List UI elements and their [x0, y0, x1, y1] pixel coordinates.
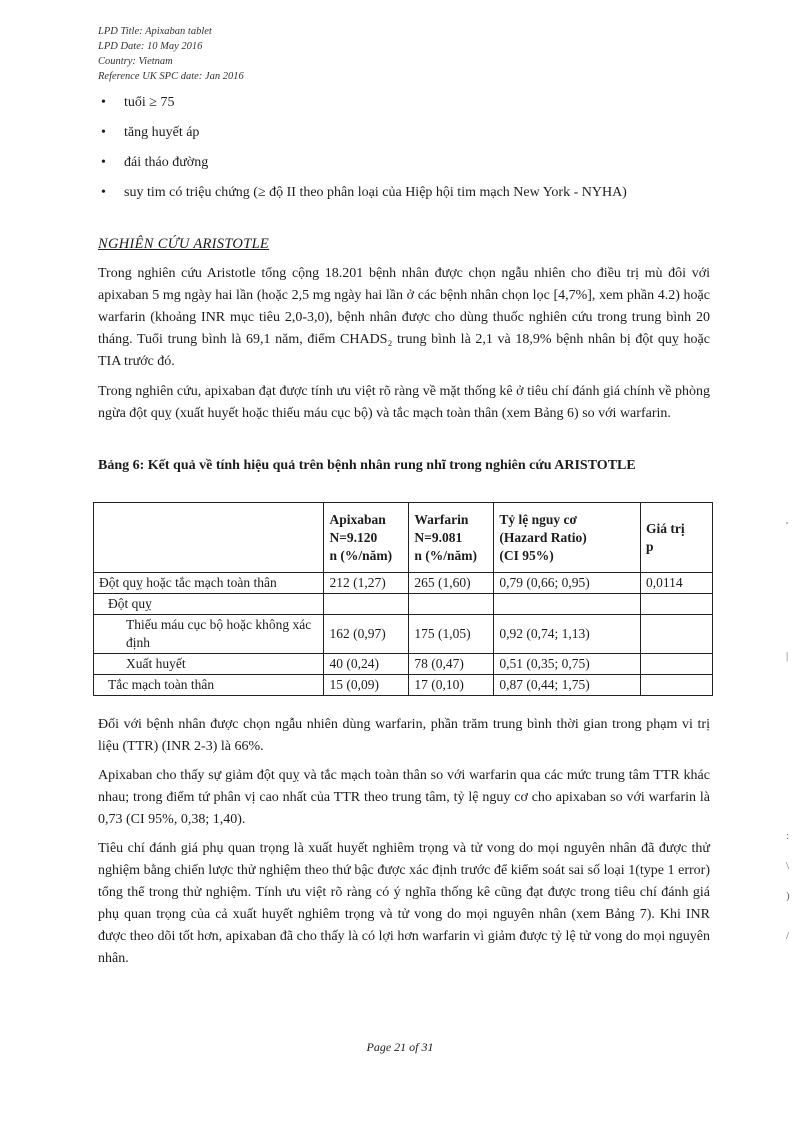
paragraph-primary-endpoint: Trong nghiên cứu, apixaban đạt được tính ưu việt rõ ràng về mặt thống kê ở tiêu chí đánh giá chính về phòng ngừa đột quỵ (xuất huyết hoặc thiếu máu cục bộ) và tắc mạch toàn thân (xem Bảng 6) so với warfarin.	[98, 384, 710, 421]
paragraph-ttr-subgroup: Apixaban cho thấy sự giảm đột quỵ và tắc mạch toàn thân so với warfarin qua các mức trung tâm TTR khác nhau; trong điểm tứ phân vị cao nhất của TTR theo trung tâm, tỷ lệ nguy cơ cho apixaban so với warfarin là 0,73 (CI 95%, 0,38; 1,40).	[98, 768, 710, 827]
header-hr-line1: Tỷ lệ nguy cơ	[499, 511, 577, 527]
efficacy-table	[93, 502, 713, 696]
bullet-icon: •	[101, 95, 106, 110]
table-row	[94, 654, 713, 675]
bullet-icon: •	[101, 155, 106, 170]
table-header-row	[94, 503, 713, 573]
header-apixaban-n: N=9.120	[329, 529, 378, 545]
document-header	[98, 24, 244, 84]
cell-hazard-ratio: 0,51 (0,35; 0,75)	[494, 654, 641, 675]
header-country: Country: Vietnam	[98, 56, 173, 67]
bullet-icon: •	[101, 185, 106, 200]
header-p-line1: Giá trị	[646, 520, 685, 536]
header-date: LPD Date: 10 May 2016	[98, 41, 203, 52]
risk-factor-list	[98, 92, 718, 212]
paragraph-secondary-endpoints: Tiêu chí đánh giá phụ quan trọng là xuất huyết nghiêm trọng và tử vong do mọi nguyên nhân đã được thử nghiệm bằng chiến lược thử nghiệm theo thứ bậc được xác định trước để kiểm soát sai số loại 1(type 1 error) tổng thể trong thử nghiệm. Tính ưu việt rõ ràng có ý nghĩa thống kê cũng đạt được trong tiêu chí đánh giá phụ quan trọng của cả xuất huyết nghiêm trọng và tử vong do mọi nguyên nhân (xem Bảng 7). Khi INR được theo dõi tốt hơn, apixaban đã cho thấy là có lợi hơn warfarin vì giảm được tỷ lệ tử vong do mọi nguyên nhân.	[98, 841, 710, 966]
cell-warfarin: 78 (0,47)	[409, 654, 494, 675]
scan-mark: /	[786, 930, 790, 942]
row-label: Thiếu máu cục bộ hoặc không xác định	[94, 615, 324, 654]
paragraph-ttr: Đối với bệnh nhân được chọn ngẫu nhiên dùng warfarin, phần trăm trung bình thời gian trong phạm vi trị liệu (TTR) (INR 2-3) là 66%.	[98, 717, 710, 754]
cell-apixaban: 15 (0,09)	[324, 675, 409, 696]
cell-p-value	[641, 594, 713, 615]
list-item	[98, 122, 718, 143]
cell-apixaban	[324, 594, 409, 615]
cell-warfarin: 265 (1,60)	[409, 573, 494, 594]
cell-hazard-ratio	[494, 594, 641, 615]
header-hr-line3: (CI 95%)	[499, 547, 554, 563]
list-item-text: tuổi ≥ 75	[124, 95, 175, 110]
paragraph-study-design: Trong nghiên cứu Aristotle tổng cộng 18.201 bệnh nhân được chọn ngẫu nhiên cho điều trị mù đôi với apixaban 5 mg ngày hai lần (hoặc 2,5 mg ngày hai lần ở các bệnh nhân chọn lọc [4,7%], xem phần 4.2) hoặc warfarin (khoảng INR mục tiêu 2,0-3,0), bệnh nhân được cho dùng thuốc nghiên cứu trong trung bình 20 tháng. Tuổi trung bình là 69,1 năm, điểm CHADS₂ trung bình là 2,1 và 18,9% bệnh nhân bị đột quỵ hoặc TIA trước đó.	[98, 266, 710, 369]
header-warfarin-name: Warfarin	[414, 511, 469, 527]
page-number: Page 21 of 31	[366, 1040, 434, 1054]
cell-hazard-ratio: 0,87 (0,44; 1,75)	[494, 675, 641, 696]
scan-mark: '	[786, 520, 788, 532]
cell-warfarin: 17 (0,10)	[409, 675, 494, 696]
cell-p-value	[641, 615, 713, 654]
header-apixaban-unit: n (%/năm)	[329, 547, 393, 563]
header-warfarin-unit: n (%/năm)	[414, 547, 478, 563]
list-item-text: tăng huyết áp	[124, 125, 200, 140]
header-apixaban-name: Apixaban	[329, 511, 386, 527]
cell-hazard-ratio: 0,79 (0,66; 0,95)	[494, 573, 641, 594]
list-item	[98, 182, 718, 203]
row-label: Đột quỵ hoặc tắc mạch toàn thân	[94, 573, 324, 594]
table-row	[94, 594, 713, 615]
list-item	[98, 152, 718, 173]
section-title: NGHIÊN CỨU ARISTOTLE	[98, 236, 270, 252]
header-warfarin-n: N=9.081	[414, 529, 463, 545]
scan-mark: |	[786, 650, 789, 662]
header-title: LPD Title: Apixaban tablet	[98, 26, 212, 37]
scan-mark: )	[786, 890, 790, 902]
header-cell-hazard-ratio	[494, 503, 641, 573]
cell-apixaban: 162 (0,97)	[324, 615, 409, 654]
row-label: Đột quỵ	[94, 594, 324, 615]
scan-mark: \	[786, 860, 790, 872]
cell-apixaban: 212 (1,27)	[324, 573, 409, 594]
cell-p-value	[641, 675, 713, 696]
table-row	[94, 615, 713, 654]
list-item-text: suy tim có triệu chứng (≥ độ II theo phân loại của Hiệp hội tim mạch New York - NYHA)	[124, 185, 627, 200]
header-cell-apixaban	[324, 503, 409, 573]
header-cell-empty	[94, 503, 324, 573]
scan-mark: :	[786, 830, 790, 842]
margin-scan-marks	[782, 520, 800, 960]
header-cell-p-value	[641, 503, 713, 573]
row-label: Tắc mạch toàn thân	[94, 675, 324, 696]
cell-warfarin	[409, 594, 494, 615]
table-row	[94, 675, 713, 696]
cell-hazard-ratio: 0,92 (0,74; 1,13)	[494, 615, 641, 654]
table-row	[94, 573, 713, 594]
header-p-line2: p	[646, 538, 654, 554]
header-cell-warfarin	[409, 503, 494, 573]
header-hr-line2: (Hazard Ratio)	[499, 529, 587, 545]
header-reference: Reference UK SPC date: Jan 2016	[98, 71, 244, 82]
table-caption: Bảng 6: Kết quả về tính hiệu quả trên bệnh nhân rung nhĩ trong nghiên cứu ARISTOTLE	[98, 458, 636, 473]
list-item-text: đái tháo đường	[124, 155, 209, 170]
bullet-icon: •	[101, 125, 106, 140]
cell-warfarin: 175 (1,05)	[409, 615, 494, 654]
list-item	[98, 92, 718, 113]
cell-p-value: 0,0114	[641, 573, 713, 594]
cell-p-value	[641, 654, 713, 675]
cell-apixaban: 40 (0,24)	[324, 654, 409, 675]
row-label: Xuất huyết	[94, 654, 324, 675]
